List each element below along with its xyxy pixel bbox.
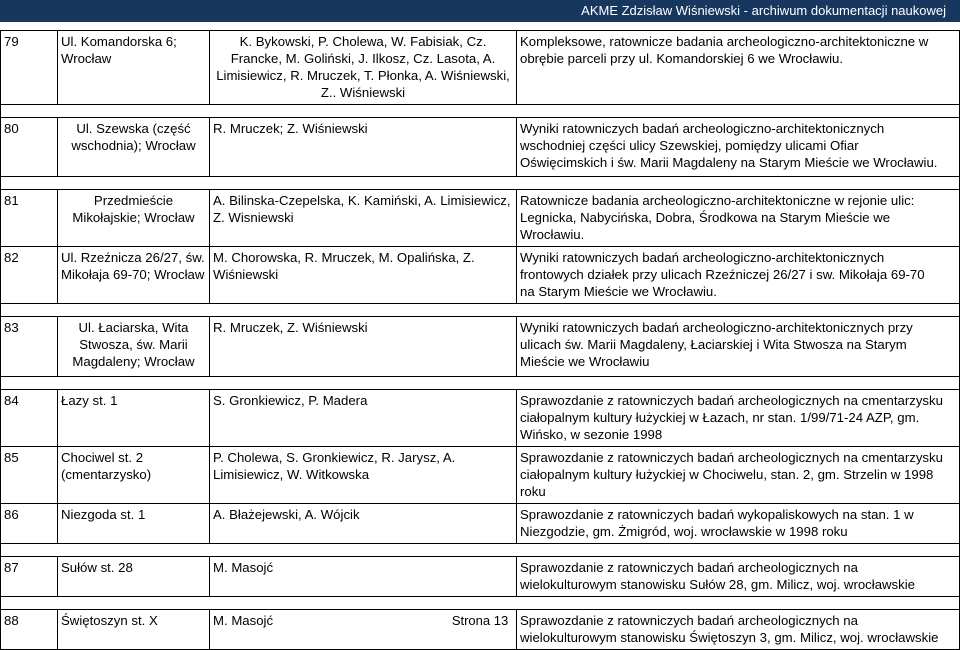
record-authors: M. Masojć: [210, 610, 517, 650]
table-row: [1, 118, 960, 177]
archive-header-title: AKME Zdzisław Wiśniewski - archiwum dokumentacji naukowej: [581, 3, 946, 18]
record-authors: K. Bykowski, P. Cholewa, W. Fabisiak, Cz. Francke, M. Goliński, J. Ilkosz, Cz. Lasota, A. Limisiewicz, R. Mruczek, T. Płonka, A. Wiśniewski, Z.. Wiśniewski: [210, 31, 517, 105]
records-table: [0, 30, 960, 650]
record-authors: R. Mruczek, Z. Wiśniewski: [210, 317, 517, 377]
table-spacer-row: [1, 177, 960, 190]
table-row: [1, 31, 960, 105]
record-site: Świętoszyn st. X: [58, 610, 210, 650]
page-number: Strona 13: [451, 613, 509, 628]
table-row: [1, 317, 960, 377]
record-number: 79: [1, 31, 58, 105]
table-row: [1, 247, 960, 304]
table-spacer-row: [1, 544, 960, 557]
record-authors: M. Chorowska, R. Mruczek, M. Opalińska, Z. Wiśniewski: [210, 247, 517, 304]
record-description: Sprawozdanie z ratowniczych badań archeologicznych na wielokulturowym stanowisku Świętoszyn 3, gm. Milicz, woj. wrocławskie: [517, 610, 960, 650]
table-row: [1, 190, 960, 247]
record-authors: A. Błażejewski, A. Wójcik: [210, 504, 517, 544]
record-number: 81: [1, 190, 58, 247]
record-site: Łazy st. 1: [58, 390, 210, 447]
record-number: 86: [1, 504, 58, 544]
record-description: Kompleksowe, ratownicze badania archeologiczno-architektoniczne w obrębie parceli przy ul. Komandorskiej 6 we Wrocławiu.: [517, 31, 960, 105]
record-authors: P. Cholewa, S. Gronkiewicz, R. Jarysz, A. Limisiewicz, W. Witkowska: [210, 447, 517, 504]
record-number: 87: [1, 557, 58, 597]
table-spacer-row: [1, 377, 960, 390]
record-site: Ul. Rzeźnicza 26/27, św. Mikołaja 69-70; Wrocław: [58, 247, 210, 304]
record-description: Sprawozdanie z ratowniczych badań wykopaliskowych na stan. 1 w Niezgodzie, gm. Żmigród, woj. wrocławskie w 1998 roku: [517, 504, 960, 544]
record-site: Ul. Szewska (część wschodnia); Wrocław: [58, 118, 210, 177]
record-site: Ul. Komandorska 6; Wrocław: [58, 31, 210, 105]
record-site: Ul. Łaciarska, Wita Stwosza, św. Marii Magdaleny; Wrocław: [58, 317, 210, 377]
record-description: Wyniki ratowniczych badań archeologiczno-architektonicznych wschodniej części ulicy Szewskiej, pomiędzy ulicami Ofiar Oświęcimskich i św. Marii Magdaleny na Starym Mieście we Wrocławiu.: [517, 118, 960, 177]
table-spacer-row: [1, 105, 960, 118]
record-description: Sprawozdanie z ratowniczych badań archeologicznych na cmentarzysku ciałopalnym kultury łużyckiej w Łazach, nr stan. 1/99/71-24 AZP, gm. Wińsko, w sezonie 1998: [517, 390, 960, 447]
record-authors: A. Bilinska-Czepelska, K. Kamiński, A. Limisiewicz, Z. Wisniewski: [210, 190, 517, 247]
record-site: Sułów st. 28: [58, 557, 210, 597]
table-spacer-row: [1, 304, 960, 317]
record-description: Sprawozdanie z ratowniczych badań archeologicznych na wielokulturowym stanowisku Sułów 28, gm. Milicz, woj. wrocławskie: [517, 557, 960, 597]
record-authors: R. Mruczek; Z. Wiśniewski: [210, 118, 517, 177]
record-number: 84: [1, 390, 58, 447]
record-number: 83: [1, 317, 58, 377]
table-row: [1, 557, 960, 597]
record-number: 88: [1, 610, 58, 650]
table-row: [1, 447, 960, 504]
record-number: 80: [1, 118, 58, 177]
archive-header-banner: [0, 0, 960, 22]
record-number: 82: [1, 247, 58, 304]
record-description: Sprawozdanie z ratowniczych badań archeologicznych na cmentarzysku ciałopalnym kultury łużyckiej w Chociwelu, stan. 2, gm. Strzelin w 1998 roku: [517, 447, 960, 504]
record-description: Wyniki ratowniczych badań archeologiczno-architektonicznych przy ulicach św. Marii Magdaleny, Łaciarskiej i Wita Stwosza na Starym Mieście we Wrocławiu: [517, 317, 960, 377]
record-site: Chociwel st. 2 (cmentarzysko): [58, 447, 210, 504]
table-spacer-row: [1, 597, 960, 610]
record-site: Niezgoda st. 1: [58, 504, 210, 544]
record-authors: M. Masojć: [210, 557, 517, 597]
table-row: [1, 390, 960, 447]
record-description: Ratownicze badania archeologiczno-architektoniczne w rejonie ulic: Legnicka, Nabycińska, Dobra, Środkowa na Starym Mieście we Wrocławiu.: [517, 190, 960, 247]
table-row: [1, 504, 960, 544]
record-description: Wyniki ratowniczych badań archeologiczno-architektonicznych frontowych działek przy ulicach Rzeźniczej 26/27 i sw. Mikołaja 69-70 na Starym Mieście we Wrocławiu.: [517, 247, 960, 304]
record-number: 85: [1, 447, 58, 504]
record-site: Przedmieście Mikołajskie; Wrocław: [58, 190, 210, 247]
record-authors: S. Gronkiewicz, P. Madera: [210, 390, 517, 447]
